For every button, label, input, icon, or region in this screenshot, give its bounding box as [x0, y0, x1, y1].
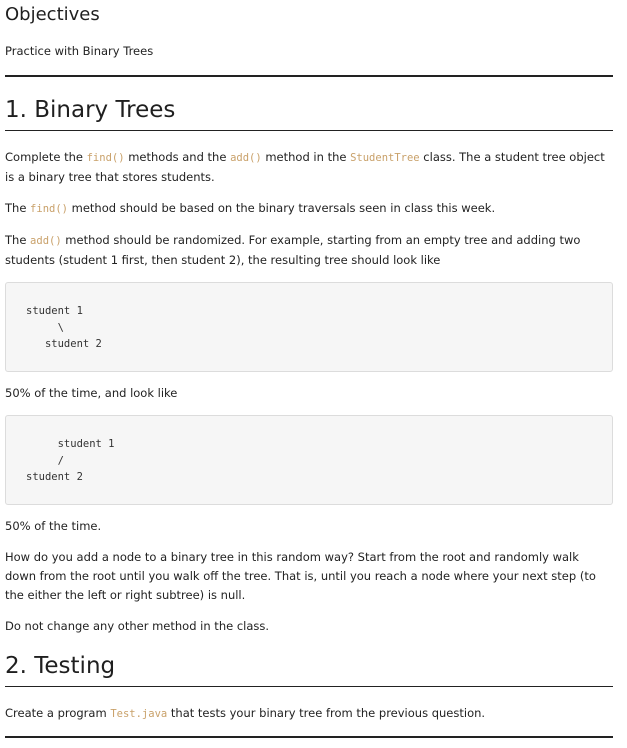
section-divider: [5, 75, 613, 77]
section1-paragraph-7: Do not change any other method in the class.: [5, 619, 270, 633]
section1-paragraph-6: How do you add a node to a binary tree in this random way? Start from the root and randomly walk down from the root until you walk off the tree. That is, until you reach a node where your next step (to the either the left or right subtree) is null.: [5, 550, 596, 602]
inline-code-find: find(): [30, 203, 68, 215]
objectives-text: Practice with Binary Trees: [5, 44, 154, 58]
code-block-right-child: student 1 \ student 2: [5, 282, 613, 372]
section2-heading: 2. Testing: [5, 653, 116, 679]
section2-paragraph-1: Create a program Test.java that tests your binary tree from the previous question.: [5, 706, 486, 720]
section1-heading-rule: [5, 130, 613, 131]
section1-paragraph-4: 50% of the time, and look like: [5, 386, 178, 400]
bottom-divider: [5, 736, 613, 738]
code-block-left-child: student 1 / student 2: [5, 415, 613, 505]
section2-heading-rule: [5, 686, 613, 687]
inline-code-add: add(): [30, 235, 62, 247]
inline-code-find: find(): [86, 152, 125, 164]
section1-paragraph-5: 50% of the time.: [5, 519, 102, 533]
document: [5, 0, 613, 738]
inline-code-studenttree: StudentTree: [350, 152, 420, 164]
objectives-heading: Objectives: [5, 4, 100, 25]
inline-code-test-java: Test.java: [110, 708, 168, 720]
section1-paragraph-2: The find() method should be based on the binary traversals seen in class this week.: [5, 201, 496, 215]
section1-paragraph-1: Complete the find() methods and the add() method in the StudentTree class. The a student tree object is a binary tree that stores students.: [5, 150, 605, 184]
section1-heading: 1. Binary Trees: [5, 97, 176, 123]
inline-code-add: add(): [230, 152, 262, 164]
section1-paragraph-3: The add() method should be randomized. For example, starting from an empty tree and adding two students (student 1 first, then student 2), the resulting tree should look like: [5, 233, 581, 267]
